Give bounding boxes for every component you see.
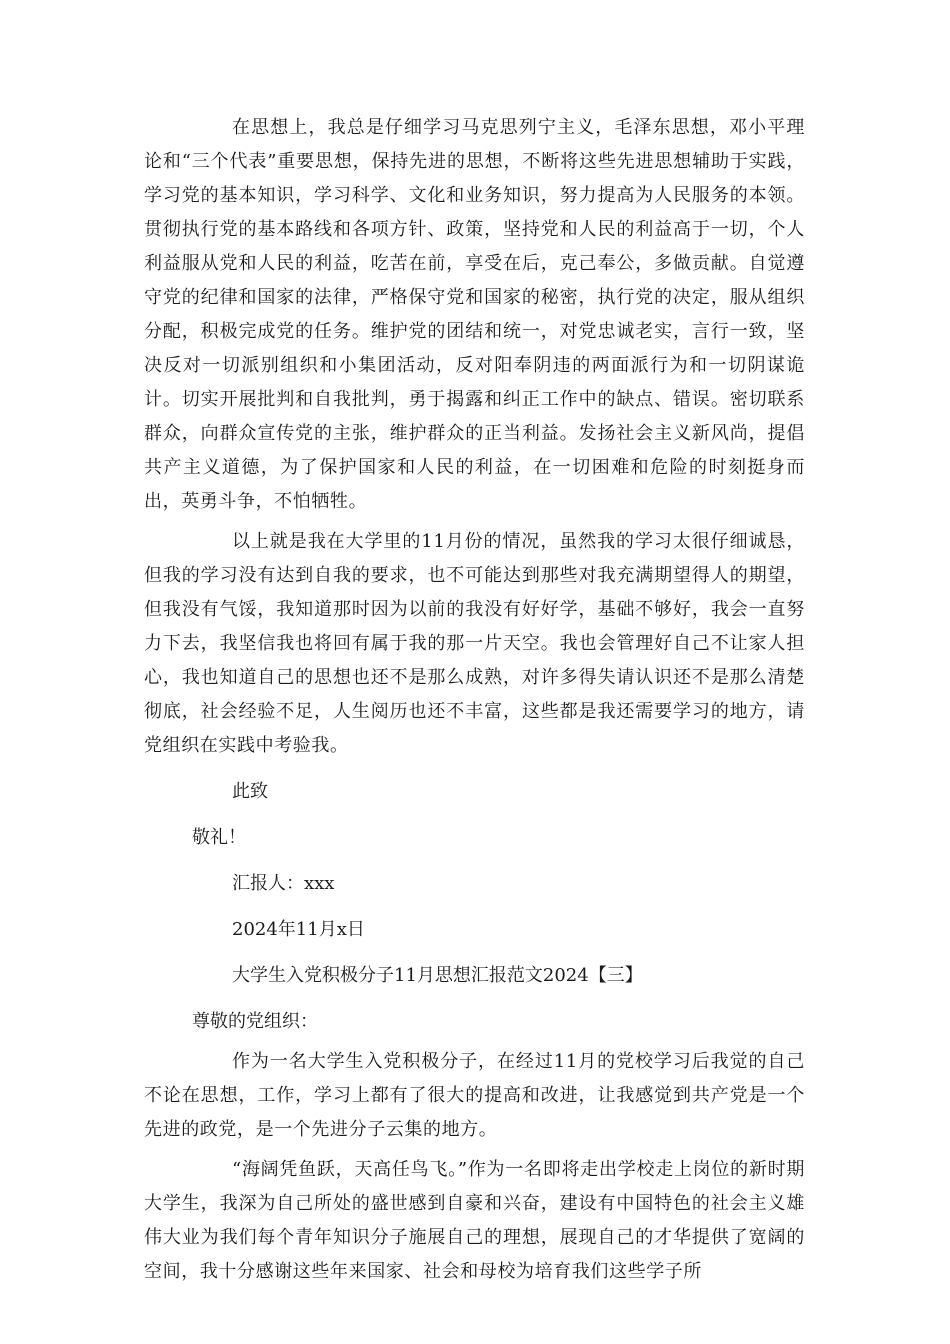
section-title: 大学生入党积极分子11月思想汇报范文2024【三】 <box>232 965 643 986</box>
paragraph-ideology: 在思想上，我总是仔细学习马克思列宁主义，毛泽东思想，邓小平理论和“三个代表”重要思想，保持先进的思想，不断将这些先进思想辅助于实践，学习党的基本知识，学习科学、文化和业务知识，努力提高为人民服务的本领。贯彻执行党的基本路线和各项方针、政策，坚持党和人民的利益高于一切，个人利益服从党和人民的利益，吃苦在前，享受在后，克己奉公，多做贡献。自觉遵守党的纪律和国家的法律，严格保守党和国家的秘密，执行党的决定，服从组织分配，积极完成党的任务。维护党的团结和统一，对党忠诚老实，言行一致，坚决反对一切派别组织和小集团活动，反对阳奉阴违的两面派行为和一切阴谋诡计。切实开展批判和自我批判，勇于揭露和纠正工作中的缺点、错误。密切联系群众，向群众宣传党的主张，维护群众的正当利益。发扬社会主义新风尚，提倡共产主义道德，为了保护国家和人民的利益，在一切困难和危险的时刻挺身而出，英勇斗争，不怕牺牲。 <box>144 117 805 512</box>
report-date: 2024年11月x日 <box>232 919 365 940</box>
closing-greeting: 此致 <box>232 781 268 802</box>
paragraph-introduction: 作为一名大学生入党积极分子，在经过11月的党校学习后我觉的自己不论在思想，工作，学习上都有了很大的提高和改进，让我感觉到共产党是一个先进的政党，是一个先进分子云集的地方。 <box>144 1051 805 1140</box>
reporter-signature: 汇报人：xxx <box>232 873 335 894</box>
salutation: 尊敬的党组织： <box>192 1011 318 1032</box>
paragraph-quote: “海阔凭鱼跃，天高任鸟飞。”作为一名即将走出学校走上岗位的新时期大学生，我深为自己所处的盛世感到自豪和兴奋，建设有中国特色的社会主义雄伟大业为我们每个青年知识分子施展自己的理想，展现自己的才华提供了宽阔的空间，我十分感谢这些年来国家、社会和母校为培育我们这些学子所 <box>144 1159 805 1282</box>
closing-salute: 敬礼！ <box>192 827 246 848</box>
paragraph-study-summary: 以上就是我在大学里的11月份的情况，虽然我的学习太很仔细诚恳，但我的学习没有达到自我的要求，也不可能达到那些对我充满期望得人的期望，但我没有气馁，我知道那时因为以前的我没有好好学，基础不够好，我会一直努力下去，我坚信我也将回有属于我的那一片天空。我也会管理好自己不让家人担心，我也知道自己的思想也还不是那么成熟，对许多得失请认识还不是那么清楚彻底，社会经验不足，人生阅历也还不丰富，这些都是我还需要学习的地方，请党组织在实践中考验我。 <box>144 531 805 756</box>
document-body <box>144 111 805 1289</box>
